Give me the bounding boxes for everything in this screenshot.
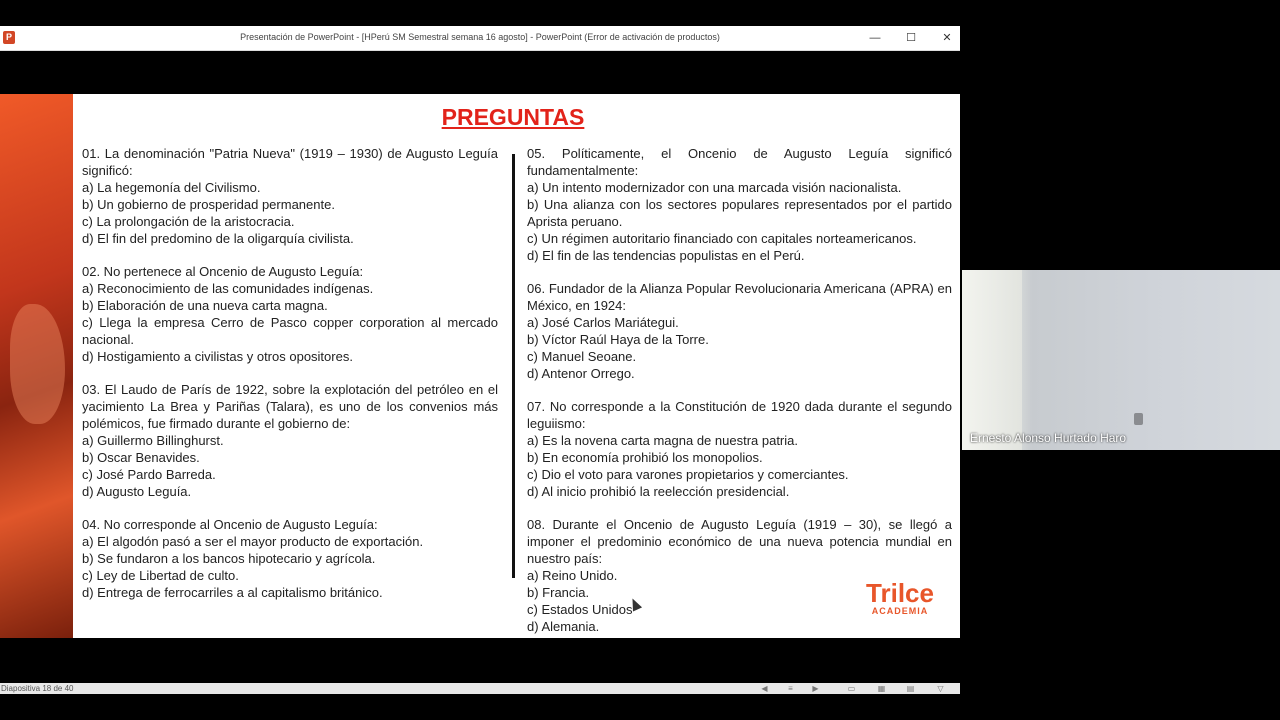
answer-option: c) Llega la empresa Cerro de Pasco copper corporation al mercado nacional. (82, 315, 498, 347)
answer-option: d) Al inicio prohibió la reelección presidencial. (527, 484, 790, 499)
brand-subtitle: ACADEMIA (871, 606, 929, 616)
window-title-bar (0, 26, 960, 51)
answer-option: a) El algodón pasó a ser el mayor producto de exportación. (82, 534, 424, 549)
notes-icon[interactable]: ≡ (788, 684, 793, 693)
answer-option: d) El fin de las tendencias populistas en el Perú. (527, 248, 805, 263)
answer-option: b) Oscar Benavides. (82, 450, 200, 465)
slide-canvas[interactable] (0, 94, 960, 638)
video-background-door (962, 270, 1022, 450)
answer-option: c) José Pardo Barreda. (82, 467, 216, 482)
question-block (527, 398, 952, 500)
answer-option: d) Antenor Orrego. (527, 366, 635, 381)
answer-option: a) Un intento modernizador con una marcada visión nacionalista. (527, 180, 902, 195)
status-bar (0, 683, 960, 694)
maximize-button[interactable]: ☐ (906, 32, 916, 44)
answer-option: b) Francia. (527, 585, 590, 600)
question-text: 04. No corresponde al Oncenio de Augusto Leguía: (82, 517, 378, 532)
answer-option: a) José Carlos Mariátegui. (527, 315, 679, 330)
question-text: 08. Durante el Oncenio de Augusto Leguía (1919 – 30), se llegó a imponer el predominio económico de una nueva potencia mundial en nuestro país: (527, 517, 952, 566)
question-block (527, 280, 952, 382)
slide-sorter-icon[interactable]: ▦ (877, 684, 886, 693)
answer-option: c) La prolongación de la aristocracia. (82, 214, 295, 229)
column-divider (512, 154, 515, 578)
question-text: 02. No pertenece al Oncenio de Augusto Leguía: (82, 264, 364, 279)
answer-option: d) El fin del predomino de la oligarquía civilista. (82, 231, 354, 246)
answer-option: a) Guillermo Billinghurst. (82, 433, 224, 448)
answer-option: b) Una alianza con los sectores populares representados por el partido Aprista peruano. (527, 197, 952, 229)
slide-counter: Diapositiva 18 de 40 (1, 684, 74, 693)
answer-option: b) Víctor Raúl Haya de la Torre. (527, 332, 709, 347)
answer-option: c) Manuel Seoane. (527, 349, 637, 364)
brand-name: Trilce (866, 578, 934, 608)
powerpoint-app-icon: P (3, 31, 15, 44)
question-block (527, 516, 952, 635)
left-question-column (82, 145, 498, 617)
minimize-button[interactable]: — (869, 32, 881, 44)
slide-side-photo (0, 94, 73, 638)
next-slide-icon[interactable]: ▶ (812, 684, 819, 693)
answer-option: a) Es la novena carta magna de nuestra patria. (527, 433, 798, 448)
answer-option: d) Alemania. (527, 619, 600, 634)
normal-view-icon[interactable]: ▭ (847, 684, 856, 693)
answer-option: b) Se fundaron a los bancos hipotecario y agrícola. (82, 551, 376, 566)
question-block (527, 145, 952, 264)
question-block (82, 145, 498, 247)
question-text: 05. Políticamente, el Oncenio de Augusto Leguía significó fundamentalmente: (527, 146, 952, 178)
reading-view-icon[interactable]: ▤ (906, 684, 915, 693)
video-door-handle (1134, 413, 1143, 425)
question-text: 07. No corresponde a la Constitución de 1920 dada durante el segundo leguiismo: (527, 399, 952, 431)
answer-option: c) Ley de Libertad de culto. (82, 568, 239, 583)
answer-option: b) Elaboración de una nueva carta magna. (82, 298, 328, 313)
answer-option: d) Entrega de ferrocarriles a al capitalismo británico. (82, 585, 383, 600)
answer-option: c) Estados Unidos (527, 602, 633, 617)
trilce-logo (862, 580, 938, 616)
answer-option: d) Hostigamiento a civilistas y otros opositores. (82, 349, 353, 364)
answer-option: a) Reconocimiento de las comunidades indígenas. (82, 281, 374, 296)
question-text: 06. Fundador de la Alianza Popular Revolucionaria Americana (APRA) en México, en 1924: (527, 281, 952, 313)
window-title: Presentación de PowerPoint - [HPerú SM Semestral semana 16 agosto] - PowerPoint (Error de activación de productos) (240, 32, 720, 42)
answer-option: c) Un régimen autoritario financiado con capitales norteamericanos. (527, 231, 917, 246)
participant-name: Ernesto Alonso Hurtado Haro (970, 431, 1127, 445)
answer-option: a) La hegemonía del Civilismo. (82, 180, 261, 195)
question-text: 03. El Laudo de París de 1922, sobre la explotación del petróleo en el yacimiento La Brea y Pariñas (Talara), es uno de los convenios más polémicos, fue firmado durante el gobierno de: (82, 382, 498, 431)
answer-option: d) Augusto Leguía. (82, 484, 192, 499)
right-question-column (527, 145, 952, 638)
close-button[interactable]: ✕ (942, 32, 952, 44)
answer-option: a) Reino Unido. (527, 568, 618, 583)
question-block (82, 381, 498, 500)
participant-video-tile[interactable] (962, 270, 1280, 450)
question-block (82, 516, 498, 601)
answer-option: c) Dio el voto para varones propietarios y comerciantes. (527, 467, 849, 482)
slideshow-icon[interactable]: ▽ (937, 684, 944, 693)
slide-title: PREGUNTAS (441, 104, 585, 130)
previous-slide-icon[interactable]: ◀ (761, 684, 768, 693)
question-text: 01. La denominación "Patria Nueva" (1919 – 1930) de Augusto Leguía significó: (82, 146, 498, 178)
answer-option: b) Un gobierno de prosperidad permanente. (82, 197, 335, 212)
question-block (82, 263, 498, 365)
answer-option: b) En economía prohibió los monopolios. (527, 450, 763, 465)
